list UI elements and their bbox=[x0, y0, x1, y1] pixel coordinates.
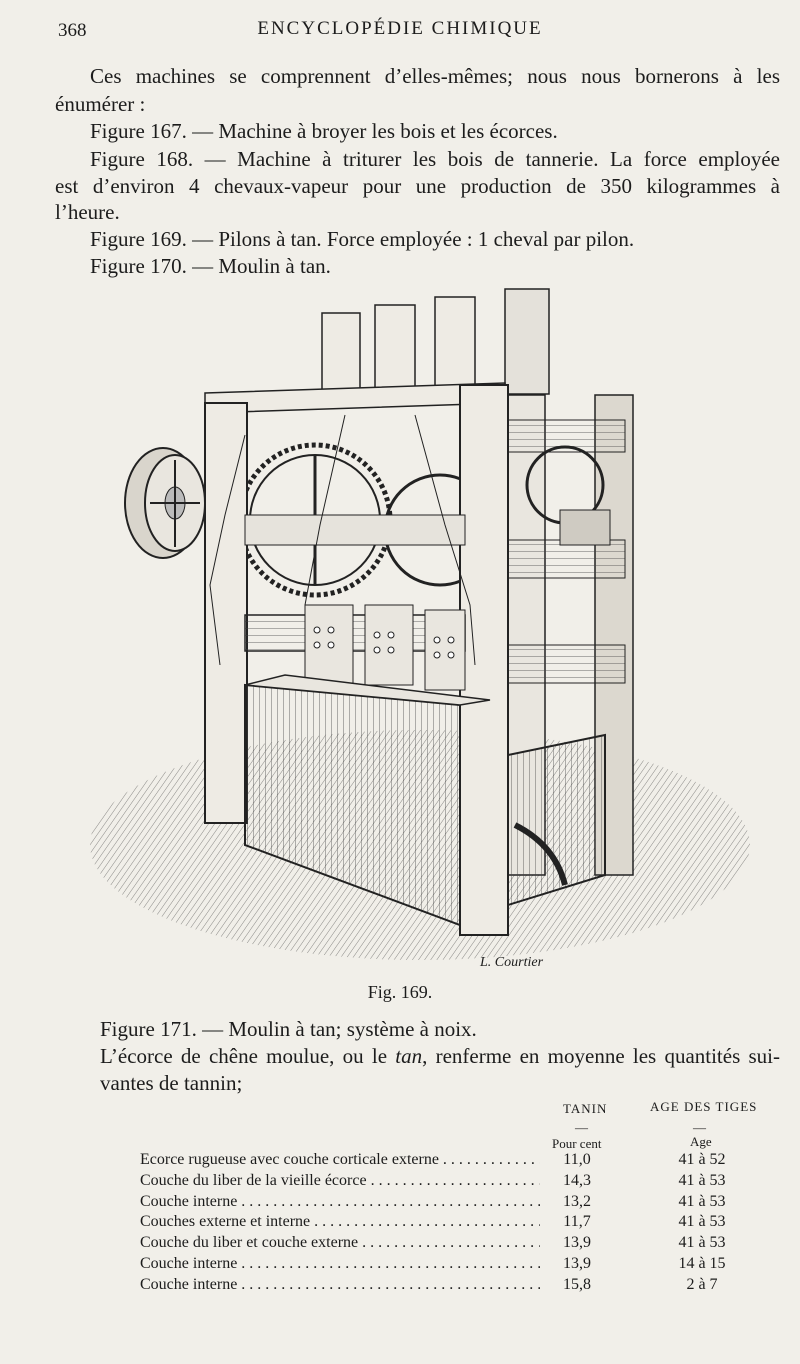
paragraph-figure-171: Figure 171. — Moulin à tan; système à noix. bbox=[100, 1017, 477, 1041]
row-tanin-value: 11,0 bbox=[563, 1151, 591, 1168]
paragraph-figure-170: Figure 170. — Moulin à tan. bbox=[90, 254, 331, 278]
page-number: 368 bbox=[58, 20, 87, 41]
row-age-value: 41 à 53 bbox=[678, 1172, 726, 1189]
paragraph-intro-line-2: énumérer : bbox=[55, 92, 146, 116]
row-age-value: 41 à 53 bbox=[678, 1213, 726, 1230]
paragraph-figure-168-line-3: l’heure. bbox=[55, 200, 120, 224]
table-row bbox=[140, 1276, 760, 1296]
table-row bbox=[140, 1255, 760, 1275]
table-unit-age: Age bbox=[690, 1134, 712, 1149]
row-label: Couche interne . . . bbox=[140, 1193, 540, 1211]
paragraph-tan-line-2: vantes de tannin; bbox=[100, 1071, 243, 1095]
row-tanin-value: 11,7 bbox=[563, 1213, 591, 1230]
row-label: Couches externe et interne . . . bbox=[140, 1213, 540, 1231]
table-header-age: AGE DES TIGES bbox=[650, 1099, 758, 1114]
row-tanin-value: 13,2 bbox=[563, 1193, 591, 1210]
table-row bbox=[140, 1234, 760, 1254]
paragraph-figure-167: Figure 167. — Machine à broyer les bois et les écorces. bbox=[90, 119, 558, 143]
engraver-signature: L. Courtier bbox=[480, 955, 544, 970]
row-age-value: 41 à 53 bbox=[678, 1234, 726, 1251]
text-span: , renferme en moyenne les quantités sui- bbox=[422, 1044, 780, 1068]
running-title: ENCYCLOPÉDIE CHIMIQUE bbox=[257, 18, 543, 39]
table-dash: — bbox=[575, 1120, 588, 1135]
table-unit-tanin: Pour cent bbox=[552, 1136, 602, 1151]
row-label: Couche interne . . . bbox=[140, 1255, 540, 1273]
row-label: Ecorce rugueuse avec couche corticale externe . . . bbox=[140, 1151, 540, 1169]
row-tanin-value: 15,8 bbox=[563, 1276, 591, 1293]
row-label: Couche interne . . . bbox=[140, 1276, 540, 1294]
row-tanin-value: 13,9 bbox=[563, 1234, 591, 1251]
table-row bbox=[140, 1151, 760, 1171]
paragraph-intro-line-1: Ces machines se comprennent d’elles-mêmes; nous nous bornerons à les bbox=[90, 64, 780, 88]
row-tanin-value: 13,9 bbox=[563, 1255, 591, 1272]
row-age-value: 2 à 7 bbox=[686, 1276, 718, 1293]
italic-term: tan bbox=[395, 1044, 423, 1068]
table-header-tanin: TANIN bbox=[563, 1101, 608, 1116]
paragraph-figure-169: Figure 169. — Pilons à tan. Force employée : 1 cheval par pilon. bbox=[90, 227, 635, 251]
row-label: Couche du liber et couche externe . . . bbox=[140, 1234, 540, 1252]
text-span: L’écorce de chêne moulue, ou le bbox=[100, 1044, 396, 1068]
table-row bbox=[140, 1213, 760, 1233]
paragraph-figure-168-line-1: Figure 168. — Machine à triturer les bois de tannerie. La force employée bbox=[90, 147, 780, 171]
figure-caption: Fig. 169. bbox=[367, 982, 433, 1002]
row-label: Couche du liber de la vieille écorce . . . bbox=[140, 1172, 540, 1190]
paragraph-tan-line-1 bbox=[100, 1044, 780, 1069]
table-dash: — bbox=[693, 1120, 706, 1135]
row-age-value: 41 à 52 bbox=[678, 1151, 726, 1168]
paragraph-figure-168-line-2: est d’environ 4 chevaux-vapeur pour une production de 350 kilogrammes à bbox=[55, 174, 780, 198]
table-row bbox=[140, 1172, 760, 1192]
table-row bbox=[140, 1193, 760, 1213]
engraving-tan-stamping-mill bbox=[85, 285, 755, 975]
row-age-value: 41 à 53 bbox=[678, 1193, 726, 1210]
row-tanin-value: 14,3 bbox=[563, 1172, 591, 1189]
row-age-value: 14 à 15 bbox=[678, 1255, 726, 1272]
